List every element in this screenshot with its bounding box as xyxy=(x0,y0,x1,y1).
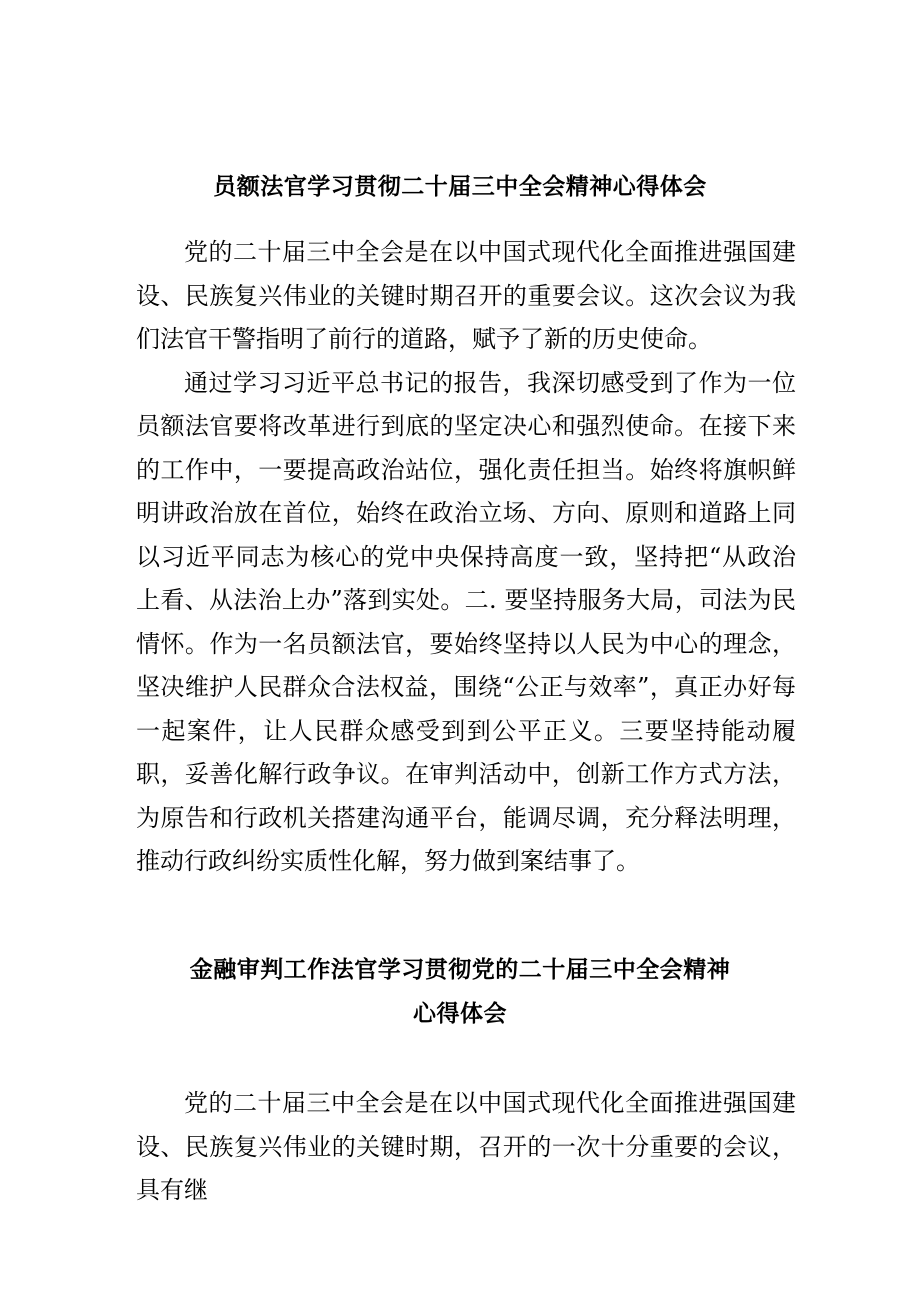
section-2-paragraph-1: 党的二十届三中全会是在以中国式现代化全面推进强国建设、民族复兴伟业的关键时期，召开的一次十分重要的会议，具有继 xyxy=(136,1089,796,1204)
section-1-paragraph-2: 通过学习习近平总书记的报告，我深切感受到了作为一位员额法官要将改革进行到底的坚定决心和强烈使命。在接下来的工作中，一要提高政治站位，强化责任担当。始终将旗帜鲜明讲政治放在首位，始终在政治立场、方向、原则和道路上同以习近平同志为核心的党中央保持高度一致，坚持把“从政治上看、从法治上办”落到实处。二. 要坚持服务大局，司法为民情怀。作为一名员额法官，要始终坚持以人民为中心的理念，坚决维护人民群众合法权益，围绕“公正与效率”，真正办好每一起案件，让人民群众感受到到公平正义。三要坚持能动履职，妥善化解行政争议。在审判活动中，创新工作方式方法，为原告和行政机关搭建沟通平台，能调尽调，充分释法明理，推动行政纠纷实质性化解，努力做到案结事了。 xyxy=(136,368,796,875)
section-1-paragraph-1: 党的二十届三中全会是在以中国式现代化全面推进强国建设、民族复兴伟业的关键时期召开的重要会议。这次会议为我们法官干警指明了前行的道路，赋予了新的历史使命。 xyxy=(136,238,796,353)
section-2-body xyxy=(136,1082,796,1213)
section-2-title-line-2: 心得体会 xyxy=(413,1001,507,1027)
section-1-title: 员额法官学习贯彻二十届三中全会精神心得体会 xyxy=(213,174,707,200)
section-2-title-line-1: 金融审判工作法官学习贯彻党的二十届三中全会精神 xyxy=(189,957,731,983)
section-2-title xyxy=(0,948,920,1036)
section-1-body xyxy=(136,231,796,884)
